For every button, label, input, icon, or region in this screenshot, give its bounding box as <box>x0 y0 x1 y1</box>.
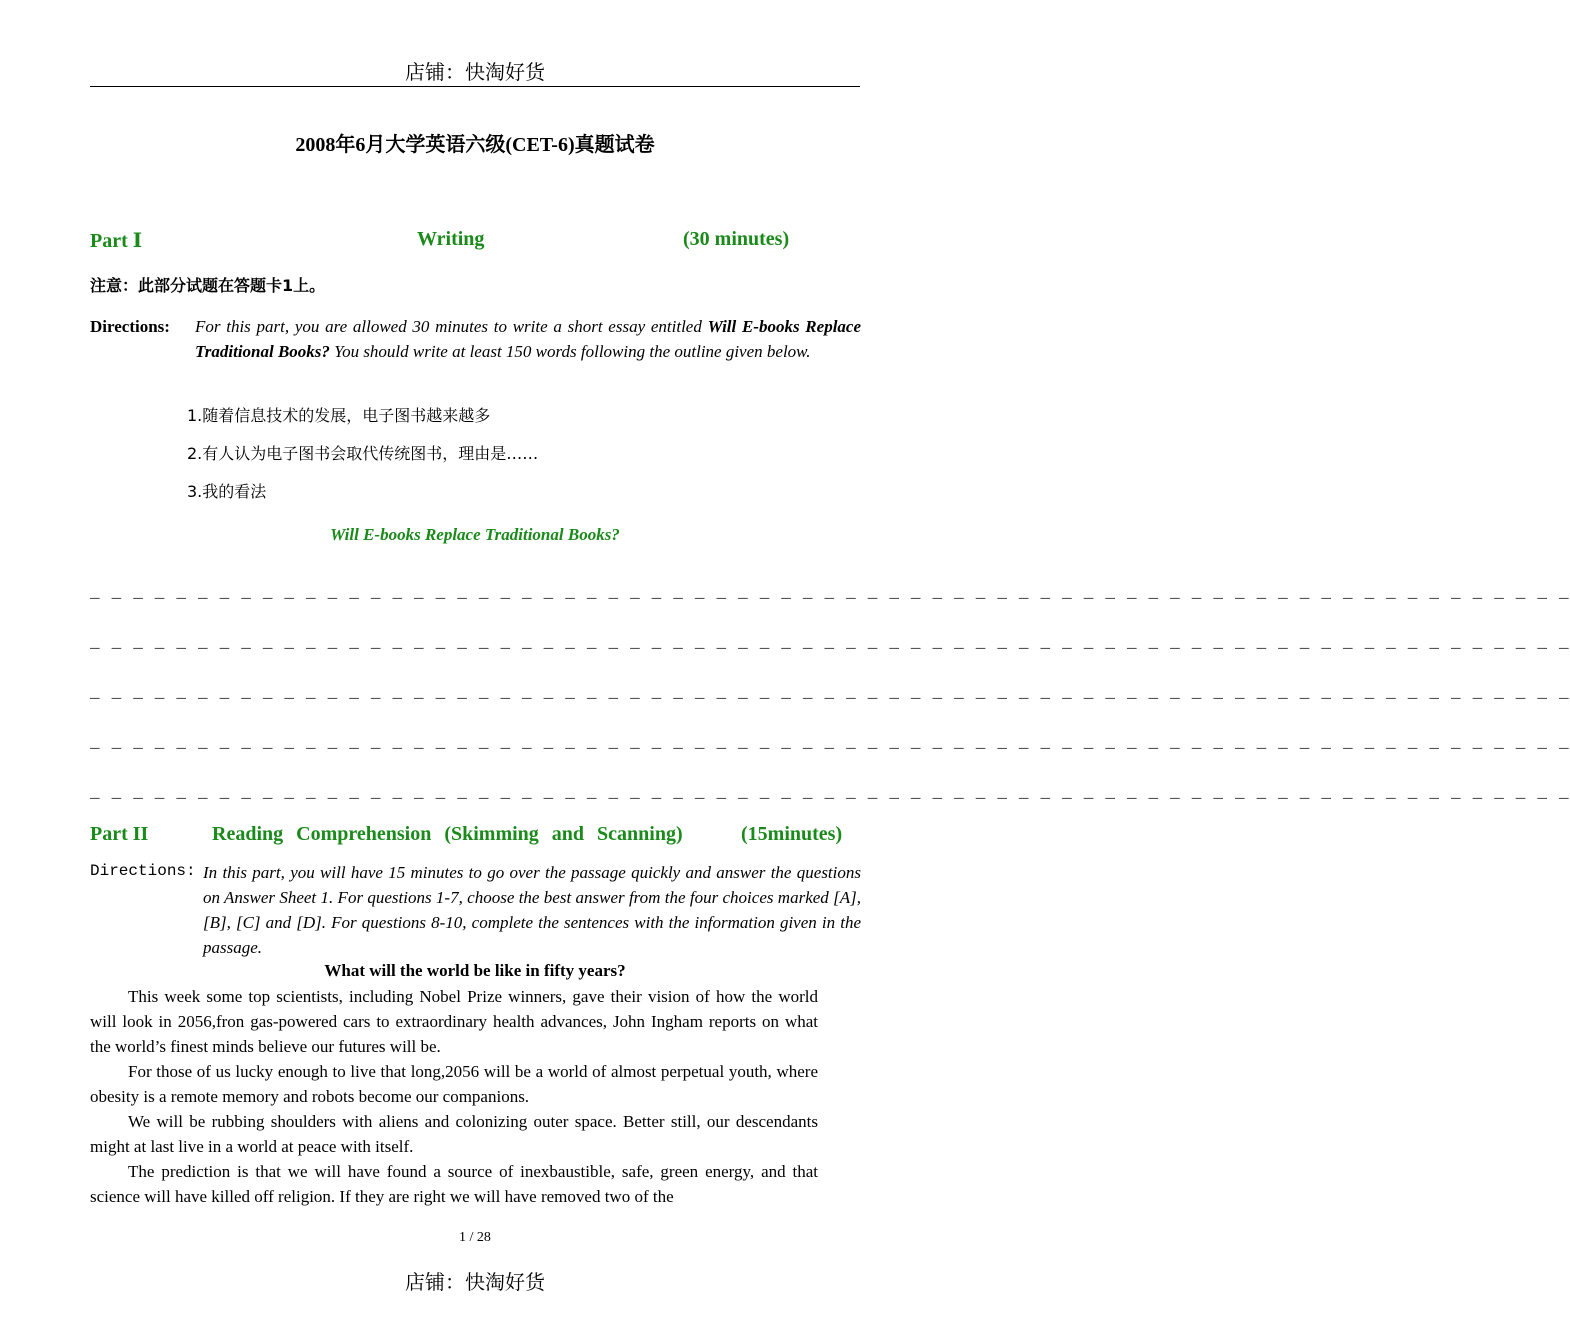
outline-item: 3.我的看法 <box>187 482 267 501</box>
passage-paragraph: The prediction is that we will have found a source of inexbaustible, safe, green energy, and that science will have killed off religion. If they are right we will have removed two of the <box>90 1162 818 1206</box>
footer-shop-name: 店铺：快淘好货 <box>405 1270 545 1294</box>
document-title: 2008年6月大学英语六级(CET-6)真题试卷 <box>295 134 655 156</box>
part1-directions-text <box>195 314 861 364</box>
outline-item: 2.有人认为电子图书会取代传统图书，理由是…… <box>187 444 539 463</box>
passage-body <box>90 984 818 1209</box>
part1-directions-pre: For this part, you are allowed 30 minutes to write a short essay entitled <box>195 317 708 336</box>
part1-note: 注意：此部分试题在答题卡1上。 <box>90 276 326 295</box>
outline-item: 1.随着信息技术的发展，电子图书越来越多 <box>187 406 491 425</box>
passage-paragraph: This week some top scientists, including Nobel Prize winners, gave their vision of how the world will look in 2056,fron gas-powered cars to extraordinary health advances, John Ingham reports on what the world’s finest minds believe our futures will be. <box>90 987 818 1056</box>
passage-title: What will the world be like in fifty years? <box>324 961 626 980</box>
page-number: 1 / 28 <box>459 1230 491 1245</box>
part1-directions-label: Directions: <box>90 317 170 336</box>
part1-directions-post: You should write at least 150 words following the outline given below. <box>329 342 811 361</box>
essay-title: Will E-books Replace Traditional Books? <box>330 525 620 544</box>
part2-label: Part II <box>90 823 149 845</box>
answer-line: _ _ _ _ _ _ _ _ _ _ _ _ _ _ _ _ _ _ _ _ _ _ _ _ _ _ _ _ _ _ _ _ _ _ _ _ _ _ _ _ _ _ _ _ _ _ _ _ _ _ _ _ _ _ _ _ _ _ _ _ _ _ _ _ _ _ _ _ _ <box>90 784 1570 802</box>
part2-directions-label: Directions: <box>90 862 196 880</box>
answer-line: _ _ _ _ _ _ _ _ _ _ _ _ _ _ _ _ _ _ _ _ _ _ _ _ _ _ _ _ _ _ _ _ _ _ _ _ _ _ _ _ _ _ _ _ _ _ _ _ _ _ _ _ _ _ _ _ _ _ _ _ _ _ _ _ _ _ _ _ _ <box>90 584 1570 602</box>
part1-directions-essay-title: Will E-books Replace Traditional Books? <box>195 317 862 361</box>
part2-directions-text: In this part, you will have 15 minutes to go over the passage quickly and answer the questions on Answer Sheet 1. For questions 1-7, choose the best answer from the four choices marked [A], [B], [C] and [D]. For questions 8-10, complete the sentences with the information given in the passage. <box>203 863 861 957</box>
header-shop-name: 店铺：快淘好货 <box>405 60 545 84</box>
passage-paragraph: We will be rubbing shoulders with aliens and colonizing outer space. Better still, our descendants might at last live in a world at peace with itself. <box>90 1112 818 1156</box>
answer-line: _ _ _ _ _ _ _ _ _ _ _ _ _ _ _ _ _ _ _ _ _ _ _ _ _ _ _ _ _ _ _ _ _ _ _ _ _ _ _ _ _ _ _ _ _ _ _ _ _ _ _ _ _ _ _ _ _ _ _ _ _ _ _ _ _ _ _ _ _ <box>90 684 1570 702</box>
part1-name: Writing <box>417 228 485 250</box>
part1-label: Part Ⅰ <box>90 230 143 252</box>
part1-time: (30 minutes) <box>683 228 790 250</box>
answer-line: _ _ _ _ _ _ _ _ _ _ _ _ _ _ _ _ _ _ _ _ _ _ _ _ _ _ _ _ _ _ _ _ _ _ _ _ _ _ _ _ _ _ _ _ _ _ _ _ _ _ _ _ _ _ _ _ _ _ _ _ _ _ _ _ _ _ _ _ _ <box>90 634 1570 652</box>
passage-paragraph: For those of us lucky enough to live that long,2056 will be a world of almost perpetual youth, where obesity is a remote memory and robots become our companions. <box>90 1062 818 1106</box>
answer-line: _ _ _ _ _ _ _ _ _ _ _ _ _ _ _ _ _ _ _ _ _ _ _ _ _ _ _ _ _ _ _ _ _ _ _ _ _ _ _ _ _ _ _ _ _ _ _ _ _ _ _ _ _ _ _ _ _ _ _ _ _ _ _ _ _ _ _ _ _ <box>90 734 1570 752</box>
header-rule <box>90 86 860 87</box>
part2-time: (15minutes) <box>741 823 843 845</box>
part2-name: Reading Comprehension (Skimming and Scanning) <box>212 823 683 845</box>
